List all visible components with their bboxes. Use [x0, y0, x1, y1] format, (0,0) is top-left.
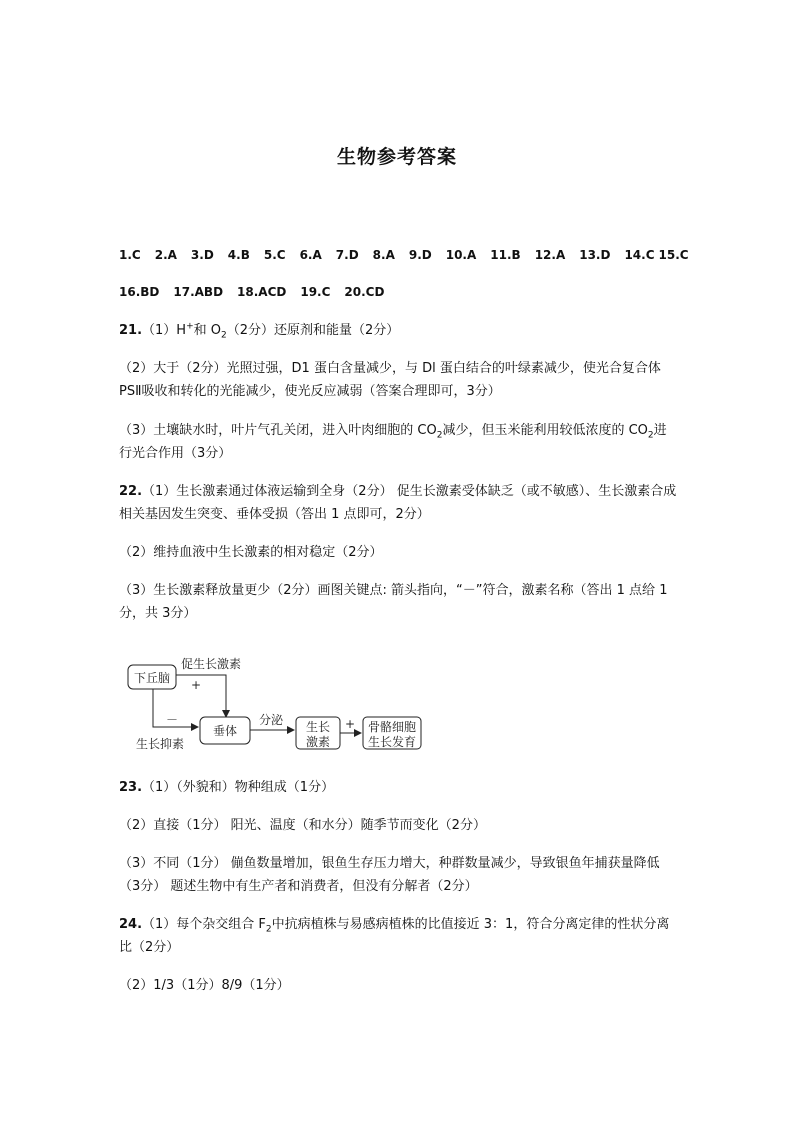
question-number: 22.	[119, 484, 143, 499]
mc-answer: 7.D	[335, 248, 359, 262]
mc-answer: 16.BD	[119, 285, 160, 299]
q22-part1-text: （1）生长激素通过体液运输到全身（2分） 促生长激素受体缺乏（或不敏感）、生长激素合成相关基因发生突变、垂体受损（答出 1 点即可，2分）	[119, 484, 677, 522]
mc-answer: 4.B	[227, 248, 250, 262]
page-title: 生物参考答案	[336, 146, 457, 168]
mc-answer: 5.C	[263, 248, 286, 262]
q23-part2: （2）直接（1分） 阳光、温度（和水分）随季节而变化（2分）	[119, 818, 486, 833]
q24-part1	[119, 913, 679, 959]
subscript: 2	[221, 330, 227, 341]
subscript: 2	[436, 430, 443, 441]
q22-part1	[119, 480, 679, 526]
plus-sign: +	[191, 678, 202, 692]
mc-answer: 12.A	[534, 248, 566, 262]
mc-answer: 13.D	[579, 248, 611, 262]
mc-answer: 10.A	[445, 248, 477, 262]
mc-answer: 14.C	[624, 248, 655, 262]
plus-sign: +	[345, 717, 356, 731]
mc-answer: 2.A	[154, 248, 177, 262]
minus-sign: －	[166, 713, 179, 727]
bone-cell-label-1: 骨骼细胞	[367, 720, 417, 734]
bone-cell-label-2: 生长发育	[367, 735, 417, 749]
q21-part3	[119, 419, 679, 465]
q21-part1-text-a: （1）H	[142, 323, 187, 338]
q24-part1-text-b: 中抗病植株与易感病植株的比值接近 3：1，符合分离定律的性状分离比（2分）	[119, 917, 670, 955]
subscript: 2	[647, 430, 654, 441]
superscript: +	[186, 321, 194, 332]
q21-part1	[119, 319, 679, 342]
growth-hormone-label-1: 生长	[305, 720, 331, 734]
q21-part3-text-c: 进行光合作用（3分）	[119, 423, 667, 461]
mc-answer: 9.D	[408, 248, 432, 262]
mc-answer: 17.ABD	[173, 285, 224, 299]
pituitary-label: 垂体	[212, 724, 238, 738]
q22-part3: （3）生长激素释放量更少（2分）画图关键点: 箭头指向，“－”符合，激素名称（答出 1 点给 1 分，共 3分）	[119, 583, 668, 621]
secrete-label: 分泌	[259, 713, 284, 727]
mc-answer: 19.C	[300, 285, 331, 299]
q21-part3-text-b: 减少，但玉米能利用较低浓度的 CO	[442, 423, 648, 438]
growth-hormone-label-2: 激素	[305, 735, 331, 749]
mc-answer: 1.C	[119, 248, 141, 262]
q21-part1-text-b: 和 O	[193, 323, 221, 338]
q21-part3-text-a: （3）土壤缺水时，叶片气孔关闭，进入叶肉细胞的 CO	[119, 423, 437, 438]
subscript: 2	[265, 924, 272, 935]
q22-part2: （2）维持血液中生长激素的相对稳定（2分）	[119, 545, 383, 560]
mc-answer: 15.C	[658, 248, 689, 262]
mc-answer: 6.A	[299, 248, 322, 262]
mc-answers-row-1	[119, 248, 703, 262]
mc-answer: 3.D	[190, 248, 214, 262]
q24-part2: （2）1/3（1分）8/9（1分）	[119, 978, 290, 993]
inhibit-label: 生长抑素	[136, 737, 185, 751]
mc-answers-row-2	[119, 285, 398, 299]
mc-answer: 18.ACD	[237, 285, 287, 299]
q21-part2: （2）大于（2分）光照过强，D1 蛋白含量减少，与 Dl 蛋白结合的叶绿素减少，使光合复合体 PSⅡ吸收和转化的光能减少，使光反应减弱（答案合理即可，3分）	[119, 361, 661, 399]
mc-answer: 8.A	[372, 248, 395, 262]
promote-label: 促生长激素	[181, 657, 242, 671]
mc-answer: 20.CD	[344, 285, 385, 299]
q24-part1-text-a: （1）每个杂交组合 F	[142, 917, 266, 932]
q23-part3: （3）不同（1分） 傰鱼数量增加，银鱼生存压力增大，种群数量减少，导致银鱼年捕获量降低（3分） 题述生物中有生产者和消费者，但没有分解者（2分）	[119, 856, 660, 894]
q23-part1-text: （1）（外貌和）物种组成（1分）	[142, 780, 335, 795]
question-number: 24.	[119, 917, 143, 932]
mc-answer: 11.B	[490, 248, 521, 262]
question-number: 23.	[119, 780, 143, 795]
q23-part1	[119, 776, 679, 799]
hormone-regulation-diagram	[124, 653, 434, 755]
q21-part1-text-c: （2分）还原剂和能量（2分）	[226, 323, 400, 338]
hypothalamus-label: 下丘脑	[133, 671, 171, 685]
question-number: 21.	[119, 323, 143, 338]
